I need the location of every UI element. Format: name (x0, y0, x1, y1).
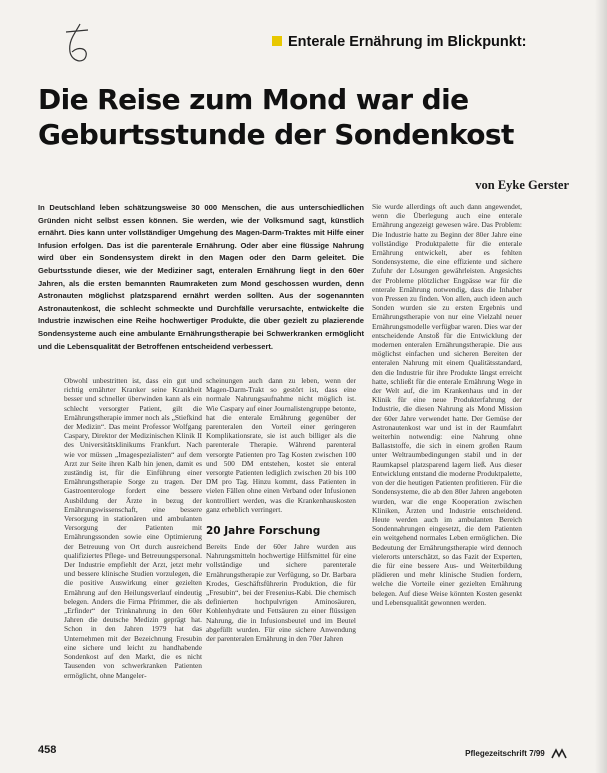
rubric-text: Enterale Ernährung im Blickpunkt: (288, 34, 527, 50)
rubric (272, 34, 572, 50)
lead-paragraph: In Deutschland leben schätzungsweise 30 000 Menschen, die aus unterschiedlichen Gründen nicht selbst essen können. Sie werden, wie der Volksmund sagt, künstlich ernährt. Dies kann unter vollständiger Umgehung des Magen-Darm-Traktes mit Hilfe einer Infusion erfolgen. Das ist die parenterale Ernährung. Oder aber eine flüssige Nahrung wird über ein Sondensystem direkt in den Magen oder den Darm geleitet. Die Geburtsstunde dieser, wie der Mediziner sagt, enteralen Ernährung liegt in den 60er Jahren, als die ersten bemannten Raumraketen zum Mond geschossen wurden, denn Astronauten möglichst platzsparend ernährt werden sollten. Aus der sogenannten Astronautenkost, die schlecht schmeckte und Durchfälle verursachte, entwickelte die Industrie inzwischen eine Reihe hochwertiger Produkte, die über gezielt zu plazierende Sondensysteme auch eine ambulante Ernährungstherapie bei Schwerkranken ermöglicht und die Lebensqualität der Betroffenen entscheidend verbessert. (38, 203, 364, 351)
body-column-2-text-b: Bereits Ende der 60er Jahre wurden aus Nahrungsmitteln hochwertige Hilfsmittel für eine vollständige und sichere parenterale Ernährungstherapie zur Verfügung, so Dr. Barbara Krodes, Geschäftsführerin Produktion, die für „Fresubin“, bei der Fresenius-Kabi. Die chemisch definierten hochpulvrigen Aminosäuren, Kohlenhydrate und Fettsäuren zu einer flüssigen Nahrung, die in Infusionsbeutel und im Beutel abgefüllt wurden. Für eine sichere Anwendung der parenteralen Ernährung in den 70er Jahren (206, 542, 356, 644)
handwritten-mark (58, 22, 98, 70)
yellow-square-icon (272, 36, 282, 46)
body-column-2 (206, 376, 356, 643)
body-column-1: Obwohl unbestritten ist, dass ein gut und richtig ernährter Kranker seine Krankheit besser und schneller überwinden kann als ein schlecht versorgter Patient, gilt die Ernährungstherapie immer noch als „Stiefkind der Medizin“. Das meint Professor Wolfgang Caspary, Direktor der Medizinischen Klinik II des Universitätsklinikums Frankfurt. Nach wie vor müssen „Imagespezialisten“ auf dem Arzt zur Seite ihren Kalb hin jenen, damit es zuständig ist, für die Einführung einer Ernährungstherapie Sorge zu tragen. Der Gastroenterologe fordert eine bessere Ausbildung der Ärzte in bezug der Ernährungswissenschaft, eine bessere Versorgung in stationären und ambulanten Versorgung der Patienten mit Ernährungssonden sowie eine Optimierung der Betreuung von Ort durch ausreichend qualifiziertes Pflege- und Betreuungspersonal. Der Industrie empfiehlt der Arzt, jetzt mehr und bessere klinische Studien vorzulegen, die die positive Auswirkung einer gezielten Ernährung auf den Heilungsverlauf eindeutig belegen. Anders die Firma Pfrimmer, die als „Erfinder“ der Trinknahrung in den 60er Jahren die deutsche Medizin geprägt hat. Schon in den Jahren 1979 hat das Unternehmen mit der Bezeichnung Fresubin eine sichere und leicht zu handhabende Sondenkost auf den Markt, die es nicht Tausenden von schwerkranken Patienten ermöglicht, ohne Mangeler- (64, 376, 202, 680)
page-edge-shadow (595, 0, 607, 773)
journal-name: Pflegezeitschrift 7/99 (465, 749, 545, 759)
journal-footer (465, 748, 567, 760)
headline-line-2: Geburtsstunde der Sondenkost (38, 118, 514, 151)
body-column-2-text-a: scheinungen auch dann zu leben, wenn der Magen-Darm-Trakt so gestört ist, dass eine normale Nahrungsaufnahme nicht möglich ist. Wie Caspary auf einer Journalistengruppe betonte, hat die enterale Ernährung gegenüber der parenteralen den Vorteil einer geringeren Komplikationsrate, sie ist auch billiger als die parenterale Therapie. Während parenteral versorgte Patienten pro Tag Kosten zwischen 100 und 500 DM entstehen, kostet sie enteral versorgte Patienten lediglich zwischen 20 bis 100 DM pro Tag. Hinzu kommt, dass Patienten in vielen Fällen ohne einen Verband oder Infusionen kontrolliert werden, was die Krankenhauskosten ganz erheblich verringert. (206, 376, 356, 514)
journal-logo-icon (551, 748, 567, 760)
section-subhead: 20 Jahre Forschung (206, 525, 321, 538)
headline (38, 82, 568, 152)
body-column-3: Sie wurde allerdings oft auch dann angewendet, wenn die Überlegung auch eine enterale Ernährung angezeigt gewesen wäre. Das Problem: Die Industrie hatte zu Beginn der 80er Jahre eine vollständige Produktpalette für die enterale Ernährung entwickelt, aber es fehlten Sondensysteme, die eine effiziente und sichere Zufuhr der Lösungen gewährleisten. Angesichts der Probleme plötzlicher Engpässe war für die enterale Ernährung notwendig, dass die Inhaber von Pressen zu finden. Von allen, auch ideen auch Sonden wurden sie zu ersten Ergebnis und Ernährungstherapie von nur eine Vielzahl neuer Ernährungsmodelle verfügbar waren. Dies war der entscheidende Anstoß für die Entwicklung der modernen enteralen Ernährungstherapie. Die aus möglichst einfachen und sicheren Bereiten der enteralen Nahrung mit einem Qualitätsstandard, den die Industrie für ihre Produkte längst erreicht hatte, schließt für die enterale Ernährung Wege in der Welt auf, die im Krankenhaus und in der Klinik für eine neue Produkterfahrung der Industrie, die diesen Nahrung als Mond Mission der 60er Jahre verwendet hatte. Der Gemüse der Astronautenkost war und ist in der Raumfahrt weiterhin notwendig: eine Nahrung ohne Ballaststoffe, die sich in einem großen Raum unter Weltraumbedingungen stabil und in der Raumkapsel platzsparend lagern ließ. Aus dieser Entwicklung entstand die moderne Produktpalette, von der die heutigen Patienten profitieren. Für die Sondensysteme, die ab den 80er Jahren angeboten wurden, war die enge Kooperation zwischen Kliniken, Ärzten und Industrie entscheidend. Heute werden auch im ambulanten Bereich Sondennahrungen eingesetzt, die dem Patienten ein weitgehend normales Leben ermöglichen. Die Bedeutung der Ernährungstherapie wird dennoch vielerorts unterschätzt, so das Fazit der Experten, die für eine bessere Aus- und Weiterbildung plädieren und mehr klinische Studien fordern, welche die Vorteile einer gezielten Ernährung belegen. Auf diese Weise könnten Kosten gesenkt und Lebensqualität gewonnen werden. (372, 202, 522, 607)
page-number: 458 (38, 744, 57, 756)
author: von Eyke Gerster (475, 178, 569, 192)
headline-line-1: Die Reise zum Mond war die (38, 83, 469, 116)
